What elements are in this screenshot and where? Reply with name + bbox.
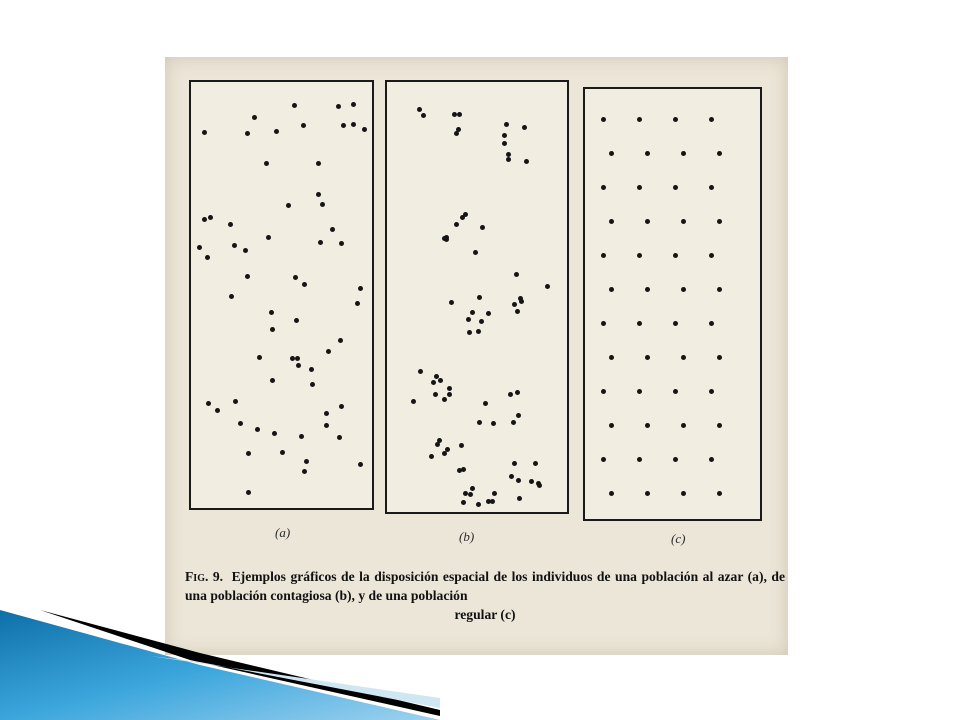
individual-dot [509,474,514,479]
individual-dot [673,321,678,326]
individual-dot [316,192,321,197]
individual-dot [302,469,307,474]
individual-dot [362,127,367,132]
individual-dot [476,329,481,334]
individual-dot [470,486,475,491]
individual-dot [476,502,481,507]
individual-dot [486,311,491,316]
individual-dot [324,411,329,416]
individual-dot [516,478,521,483]
individual-dot [717,287,722,292]
individual-dot [454,131,459,136]
individual-dot [601,253,606,258]
individual-dot [418,369,423,374]
individual-dot [274,129,279,134]
individual-dot [452,112,457,117]
individual-dot [330,227,335,232]
individual-dot [445,447,450,452]
individual-dot [506,152,511,157]
individual-dot [515,390,520,395]
individual-dot [637,457,642,462]
individual-dot [228,222,233,227]
individual-dot [320,202,325,207]
individual-dot [336,104,341,109]
individual-dot [205,255,210,260]
individual-dot [202,217,207,222]
individual-dot [358,286,363,291]
individual-dot [681,355,686,360]
individual-dot [479,319,484,324]
individual-dot [717,151,722,156]
panel-contagious-distribution [385,80,569,514]
individual-dot [512,461,517,466]
individual-dot [609,491,614,496]
individual-dot [709,117,714,122]
individual-dot [709,389,714,394]
individual-dot [709,321,714,326]
individual-dot [637,185,642,190]
individual-dot [519,299,524,304]
individual-dot [442,451,447,456]
individual-dot [286,203,291,208]
individual-dot [296,363,301,368]
individual-dot [601,389,606,394]
individual-dot [545,284,550,289]
individual-dot [717,219,722,224]
individual-dot [326,349,331,354]
individual-dot [229,294,234,299]
panel-label-a: (a) [275,525,291,540]
individual-dot [245,131,250,136]
individual-dot [477,295,482,300]
individual-dot [466,317,471,322]
slide-corner-decoration [0,590,440,720]
individual-dot [477,420,482,425]
individual-dot [529,479,534,484]
individual-dot [351,102,356,107]
individual-dot [411,399,416,404]
individual-dot [502,141,507,146]
individual-dot [483,401,488,406]
individual-dot [709,457,714,462]
individual-dot [457,112,462,117]
individual-dot [208,215,213,220]
individual-dot [429,454,434,459]
individual-dot [506,157,511,162]
individual-dot [447,392,452,397]
individual-dot [717,355,722,360]
individual-dot [246,451,251,456]
individual-dot [431,380,436,385]
individual-dot [645,151,650,156]
individual-dot [272,431,277,436]
individual-dot [454,222,459,227]
individual-dot [318,240,323,245]
individual-dot [673,389,678,394]
individual-dot [339,241,344,246]
individual-dot [601,321,606,326]
individual-dot [433,392,438,397]
individual-dot [609,355,614,360]
individual-dot [681,491,686,496]
individual-dot [681,287,686,292]
individual-dot [645,287,650,292]
individual-dot [609,219,614,224]
individual-dot [637,117,642,122]
individual-dot [681,151,686,156]
individual-dot [351,122,356,127]
individual-dot [459,443,464,448]
individual-dot [442,236,447,241]
individual-dot [252,115,257,120]
individual-dot [491,421,496,426]
individual-dot [324,423,329,428]
individual-dot [512,302,517,307]
individual-dot [486,499,491,504]
individual-dot [609,423,614,428]
caption-line-2: población al azar (a), de una población contagiosa (b), y de una población [185,569,785,603]
individual-dot [709,253,714,258]
individual-dot [502,133,507,138]
individual-dot [709,185,714,190]
individual-dot [637,253,642,258]
individual-dot [681,423,686,428]
caption-lead: Fig. 9. [185,569,224,584]
individual-dot [299,434,304,439]
individual-dot [435,442,440,447]
individual-dot [673,117,678,122]
individual-dot [717,491,722,496]
individual-dot [294,318,299,323]
individual-dot [293,275,298,280]
individual-dot [197,245,202,250]
individual-dot [514,272,519,277]
individual-dot [302,282,307,287]
individual-dot [511,420,516,425]
individual-dot [468,492,473,497]
individual-dot [533,461,538,466]
individual-dot [609,287,614,292]
individual-dot [358,462,363,467]
individual-dot [645,491,650,496]
individual-dot [270,327,275,332]
individual-dot [292,103,297,108]
individual-dot [232,243,237,248]
caption-line-1: Ejemplos gráficos de la disposición espacial de los individuos de una [231,569,637,584]
individual-dot [310,382,315,387]
individual-dot [717,423,722,428]
individual-dot [637,321,642,326]
individual-dot [480,225,485,230]
panel-regular-distribution [583,87,762,521]
individual-dot [492,491,497,496]
individual-dot [637,389,642,394]
individual-dot [301,123,306,128]
caption-line-3: regular (c) [454,607,516,622]
individual-dot [673,185,678,190]
individual-dot [269,310,274,315]
panel-label-c: (c) [671,531,686,546]
individual-dot [645,355,650,360]
individual-dot [202,130,207,135]
individual-dot [645,423,650,428]
individual-dot [438,378,443,383]
individual-dot [470,310,475,315]
individual-dot [508,392,513,397]
individual-dot [522,125,527,130]
individual-dot [601,457,606,462]
individual-dot [233,399,238,404]
individual-dot [295,356,300,361]
individual-dot [264,161,269,166]
individual-dot [609,151,614,156]
individual-dot [681,219,686,224]
individual-dot [449,300,454,305]
individual-dot [355,301,360,306]
individual-dot [442,397,447,402]
individual-dot [337,435,342,440]
individual-dot [524,159,529,164]
individual-dot [673,457,678,462]
individual-dot [467,330,472,335]
individual-dot [421,113,426,118]
individual-dot [516,413,521,418]
individual-dot [447,386,452,391]
individual-dot [517,496,522,501]
individual-dot [316,161,321,166]
individual-dot [270,378,275,383]
individual-dot [238,421,243,426]
individual-dot [457,468,462,473]
panel-random-distribution [189,80,374,510]
individual-dot [243,248,248,253]
individual-dot [245,274,250,279]
individual-dot [206,401,211,406]
individual-dot [504,122,509,127]
individual-dot [338,338,343,343]
individual-dot [246,490,251,495]
individual-dot [255,427,260,432]
individual-dot [463,212,468,217]
individual-dot [601,117,606,122]
individual-dot [537,483,542,488]
individual-dot [473,250,478,255]
individual-dot [215,408,220,413]
individual-dot [266,235,271,240]
individual-dot [304,459,309,464]
scanned-book-page [165,57,788,655]
individual-dot [461,467,466,472]
individual-dot [339,404,344,409]
individual-dot [515,309,520,314]
panel-label-b: (b) [459,529,475,544]
individual-dot [673,253,678,258]
individual-dot [309,367,314,372]
individual-dot [417,107,422,112]
individual-dot [341,123,346,128]
individual-dot [280,450,285,455]
individual-dot [461,500,466,505]
individual-dot [290,356,295,361]
individual-dot [645,219,650,224]
individual-dot [257,355,262,360]
individual-dot [601,185,606,190]
